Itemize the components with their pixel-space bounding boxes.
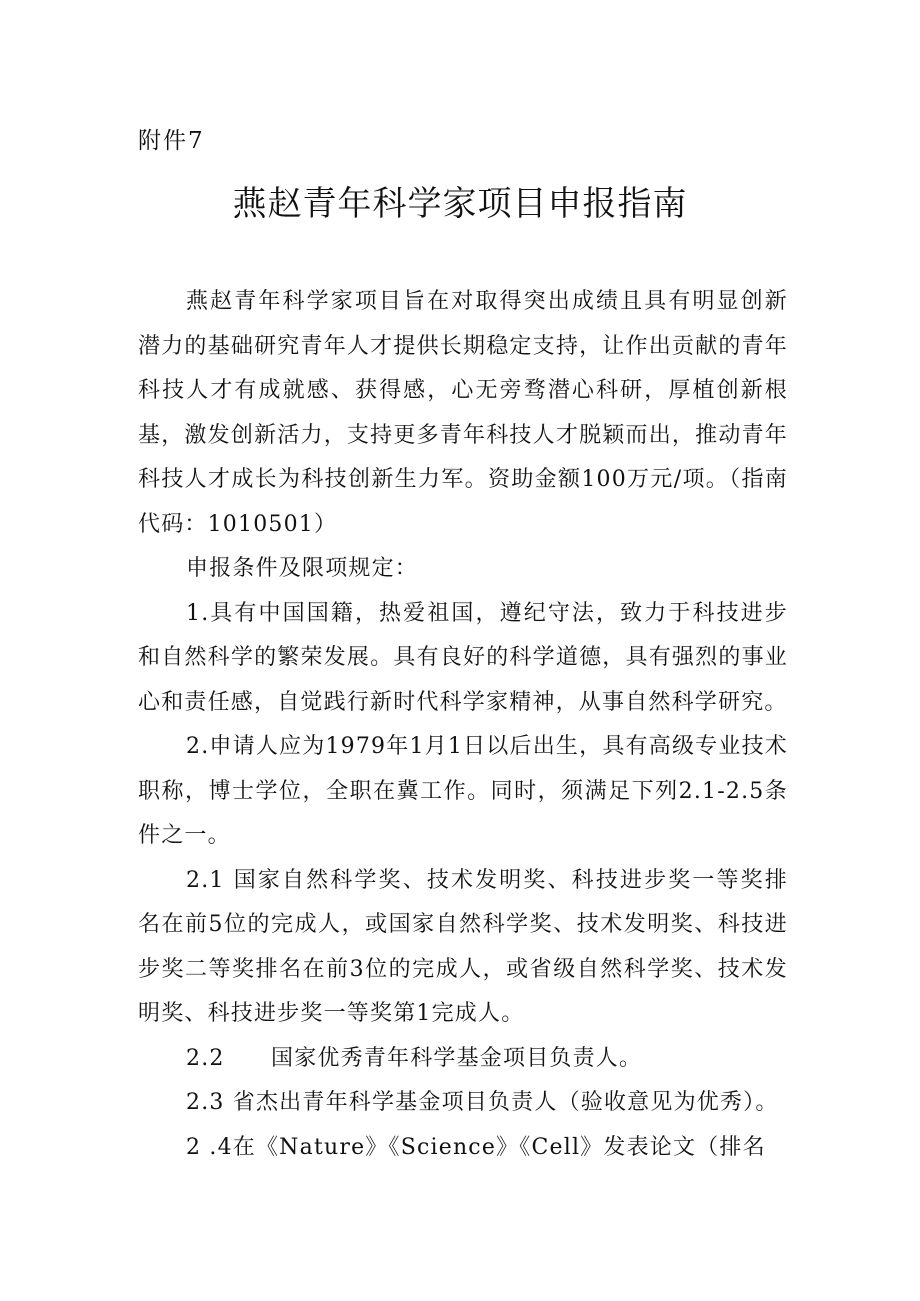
intro-paragraph: 燕赵青年科学家项目旨在对取得突出成绩且具有明显创新潜力的基础研究青年人才提供长期稳定支持，让作出贡献的青年科技人才有成就感、获得感，心无旁骛潜心科研，厚植创新根基，激发创新活力，支持更多青年科技人才脱颖而出，推动青年科技人才成长为科技创新生力军。资助金额100万元/项。（指南代码：1010501） bbox=[138, 289, 788, 537]
attachment-label: 附件7 bbox=[138, 128, 205, 154]
condition-item-2-3: 2.3 省杰出青年科学基金项目负责人（验收意见为优秀）。 bbox=[186, 1090, 779, 1115]
condition-item-2-2: 2.2 国家优秀青年科学基金项目负责人。 bbox=[186, 1045, 643, 1071]
condition-item-2-4: 2 .4在《Nature》《Science》《Cell》发表论文（排名 bbox=[186, 1134, 766, 1160]
condition-item-2-1: 2.1 国家自然科学奖、技术发明奖、科技进步奖一等奖排名在前5位的完成人，或国家自然科学奖、技术发明奖、科技进步奖二等奖排名在前3位的完成人，或省级自然科学奖、技术发明奖、科技进步奖一等奖第1完成人。 bbox=[138, 867, 788, 1026]
condition-item-1: 1.具有中国国籍，热爱祖国，遵纪守法，致力于科技进步和自然科学的繁荣发展。具有良好的科学道德，具有强烈的事业心和责任感，自觉践行新时代科学家精神，从事自然科学研究。 bbox=[138, 600, 788, 715]
condition-item-2: 2.申请人应为1979年1月1日以后出生，具有高级专业技术职称，博士学位，全职在冀工作。同时，须满足下列2.1-2.5条件之一。 bbox=[138, 734, 788, 848]
page-title: 燕赵青年科学家项目申报指南 bbox=[232, 184, 688, 224]
conditions-heading: 申报条件及限项规定： bbox=[186, 556, 419, 581]
document-body bbox=[138, 280, 788, 1170]
